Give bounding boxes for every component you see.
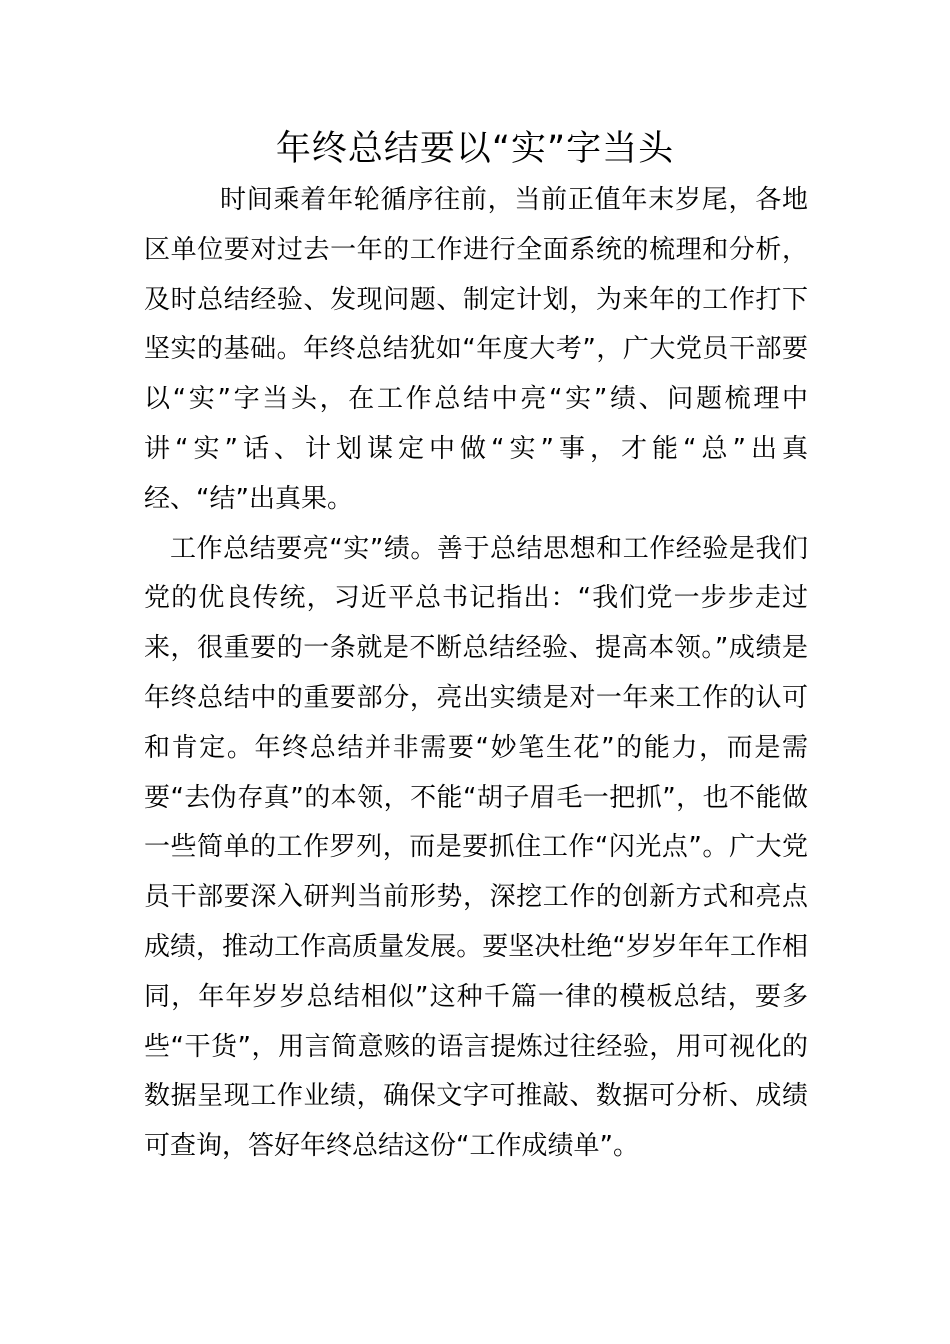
paragraph-achievements: 工作总结要亮“实”绩。善于总结思想和工作经验是我们党的优良传统，习近平总书记指出：“我们党一步步走过来，很重要的一条就是不断总结经验、提高本领。”成绩是年终总结中的重要部分，亮出实绩是对一年来工作的认可和肯定。年终总结并非需要“妙笔生花”的能力，而是需要“去伪存真”的本领，不能“胡子眉毛一把抓”，也不能做一些简单的工作罗列，而是要抓住工作“闪光点”。广大党员干部要深入研判当前形势，深挖工作的创新方式和亮点成绩，推动工作高质量发展。要坚决杜绝“岁岁年年工作相同，年年岁岁总结相似”这种千篇一律的模板总结，要多些“干货”，用言简意赅的语言提炼过往经验，用可视化的数据呈现工作业绩，确保文字可推敲、数据可分析、成绩可查询，答好年终总结这份“工作成绩单”。 (144, 533, 808, 1162)
document-body (144, 176, 808, 1172)
paragraph-intro: 时间乘着年轮循序往前，当前正值年末岁尾，各地区单位要对过去一年的工作进行全面系统的梳理和分析，及时总结经验、发现问题、制定计划，为来年的工作打下坚实的基础。年终总结犹如“年度大考”，广大党员干部要以“实”字当头，在工作总结中亮“实”绩、问题梳理中讲“实”话、计划谋定中做“实”事，才能“总”出真经、“结”出真果。 (144, 185, 808, 514)
document-title: 年终总结要以“实”字当头 (275, 129, 675, 169)
